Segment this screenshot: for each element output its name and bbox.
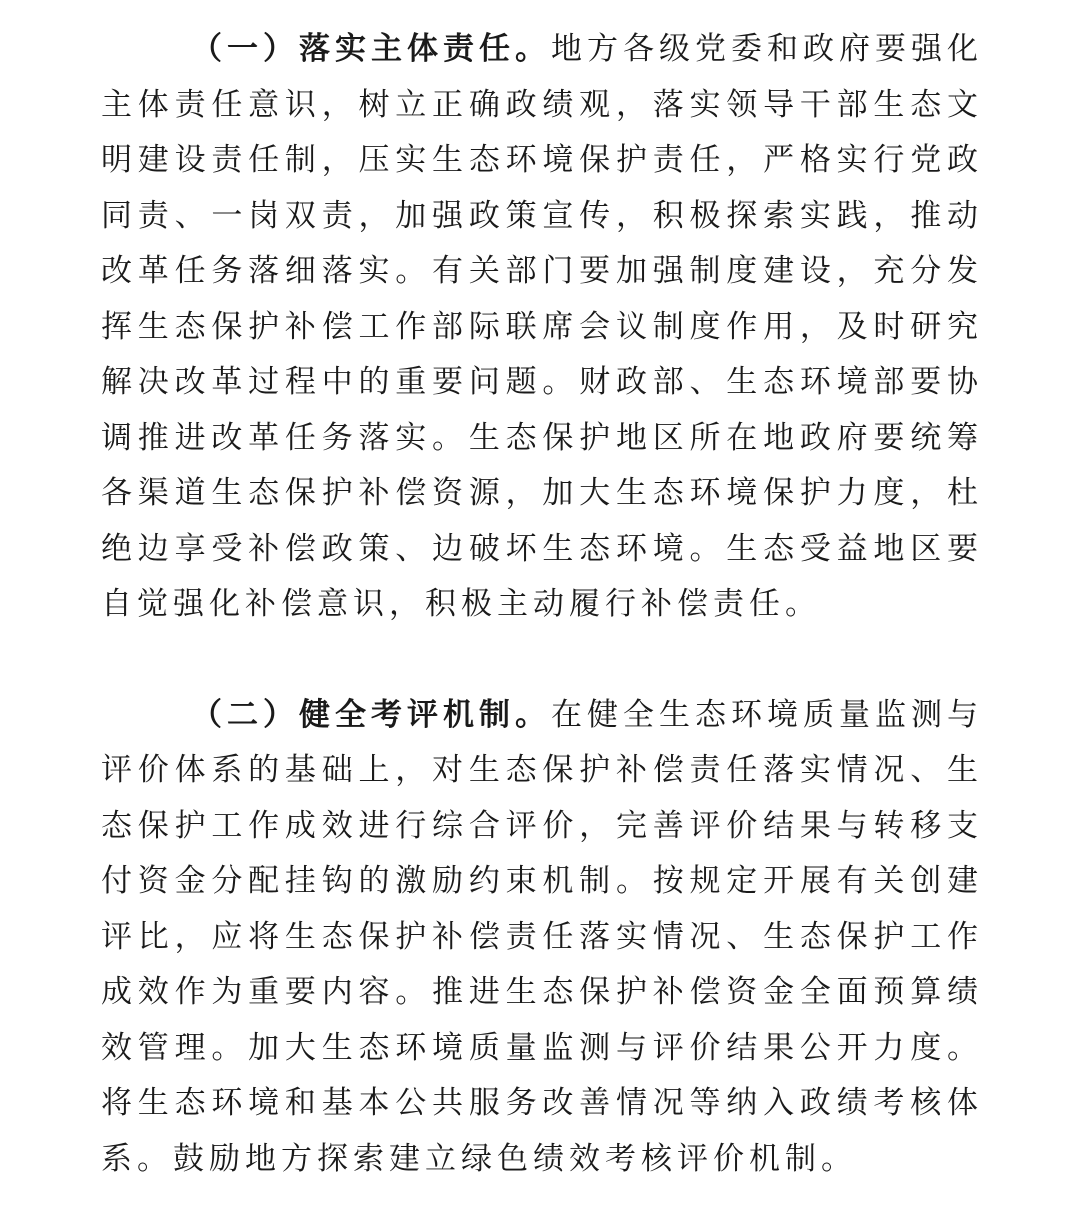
section-2-body: 在健全生态环境质量监测与评价体系的基础上，对生态保护补偿责任落实情况、生态保护工作成效进行综合评价，完善评价结果与转移支付资金分配挂钩的激励约束机制。按规定开展有关创建评比，应将生态保护补偿责任落实情况、生态保护工作成效作为重要内容。推进生态保护补偿资金全面预算绩效管理。加大生态环境质量监测与评价结果公开力度。将生态环境和基本公共服务改善情况等纳入政绩考核体系。鼓励地方探索建立绿色绩效考核评价机制。 [101, 696, 983, 1177]
document-page [101, 22, 983, 1187]
section-1-heading: （一）落实主体责任。 [191, 31, 551, 67]
section-2-heading: （二）健全考评机制。 [191, 696, 551, 733]
section-1-paragraph [101, 22, 983, 633]
section-2-paragraph [101, 688, 983, 1188]
section-1-body: 地方各级党委和政府要强化主体责任意识，树立正确政绩观，落实领导干部生态文明建设责任制，压实生态环境保护责任，严格实行党政同责、一岗双责，加强政策宣传，积极探索实践，推动改革任务落细落实。有关部门要加强制度建设，充分发挥生态保护补偿工作部际联席会议制度作用，及时研究解决改革过程中的重要问题。财政部、生态环境部要协调推进改革任务落实。生态保护地区所在地政府要统筹各渠道生态保护补偿资源，加大生态环境保护力度，杜绝边享受补偿政策、边破坏生态环境。生态受益地区要自觉强化补偿意识，积极主动履行补偿责任。 [101, 31, 983, 622]
